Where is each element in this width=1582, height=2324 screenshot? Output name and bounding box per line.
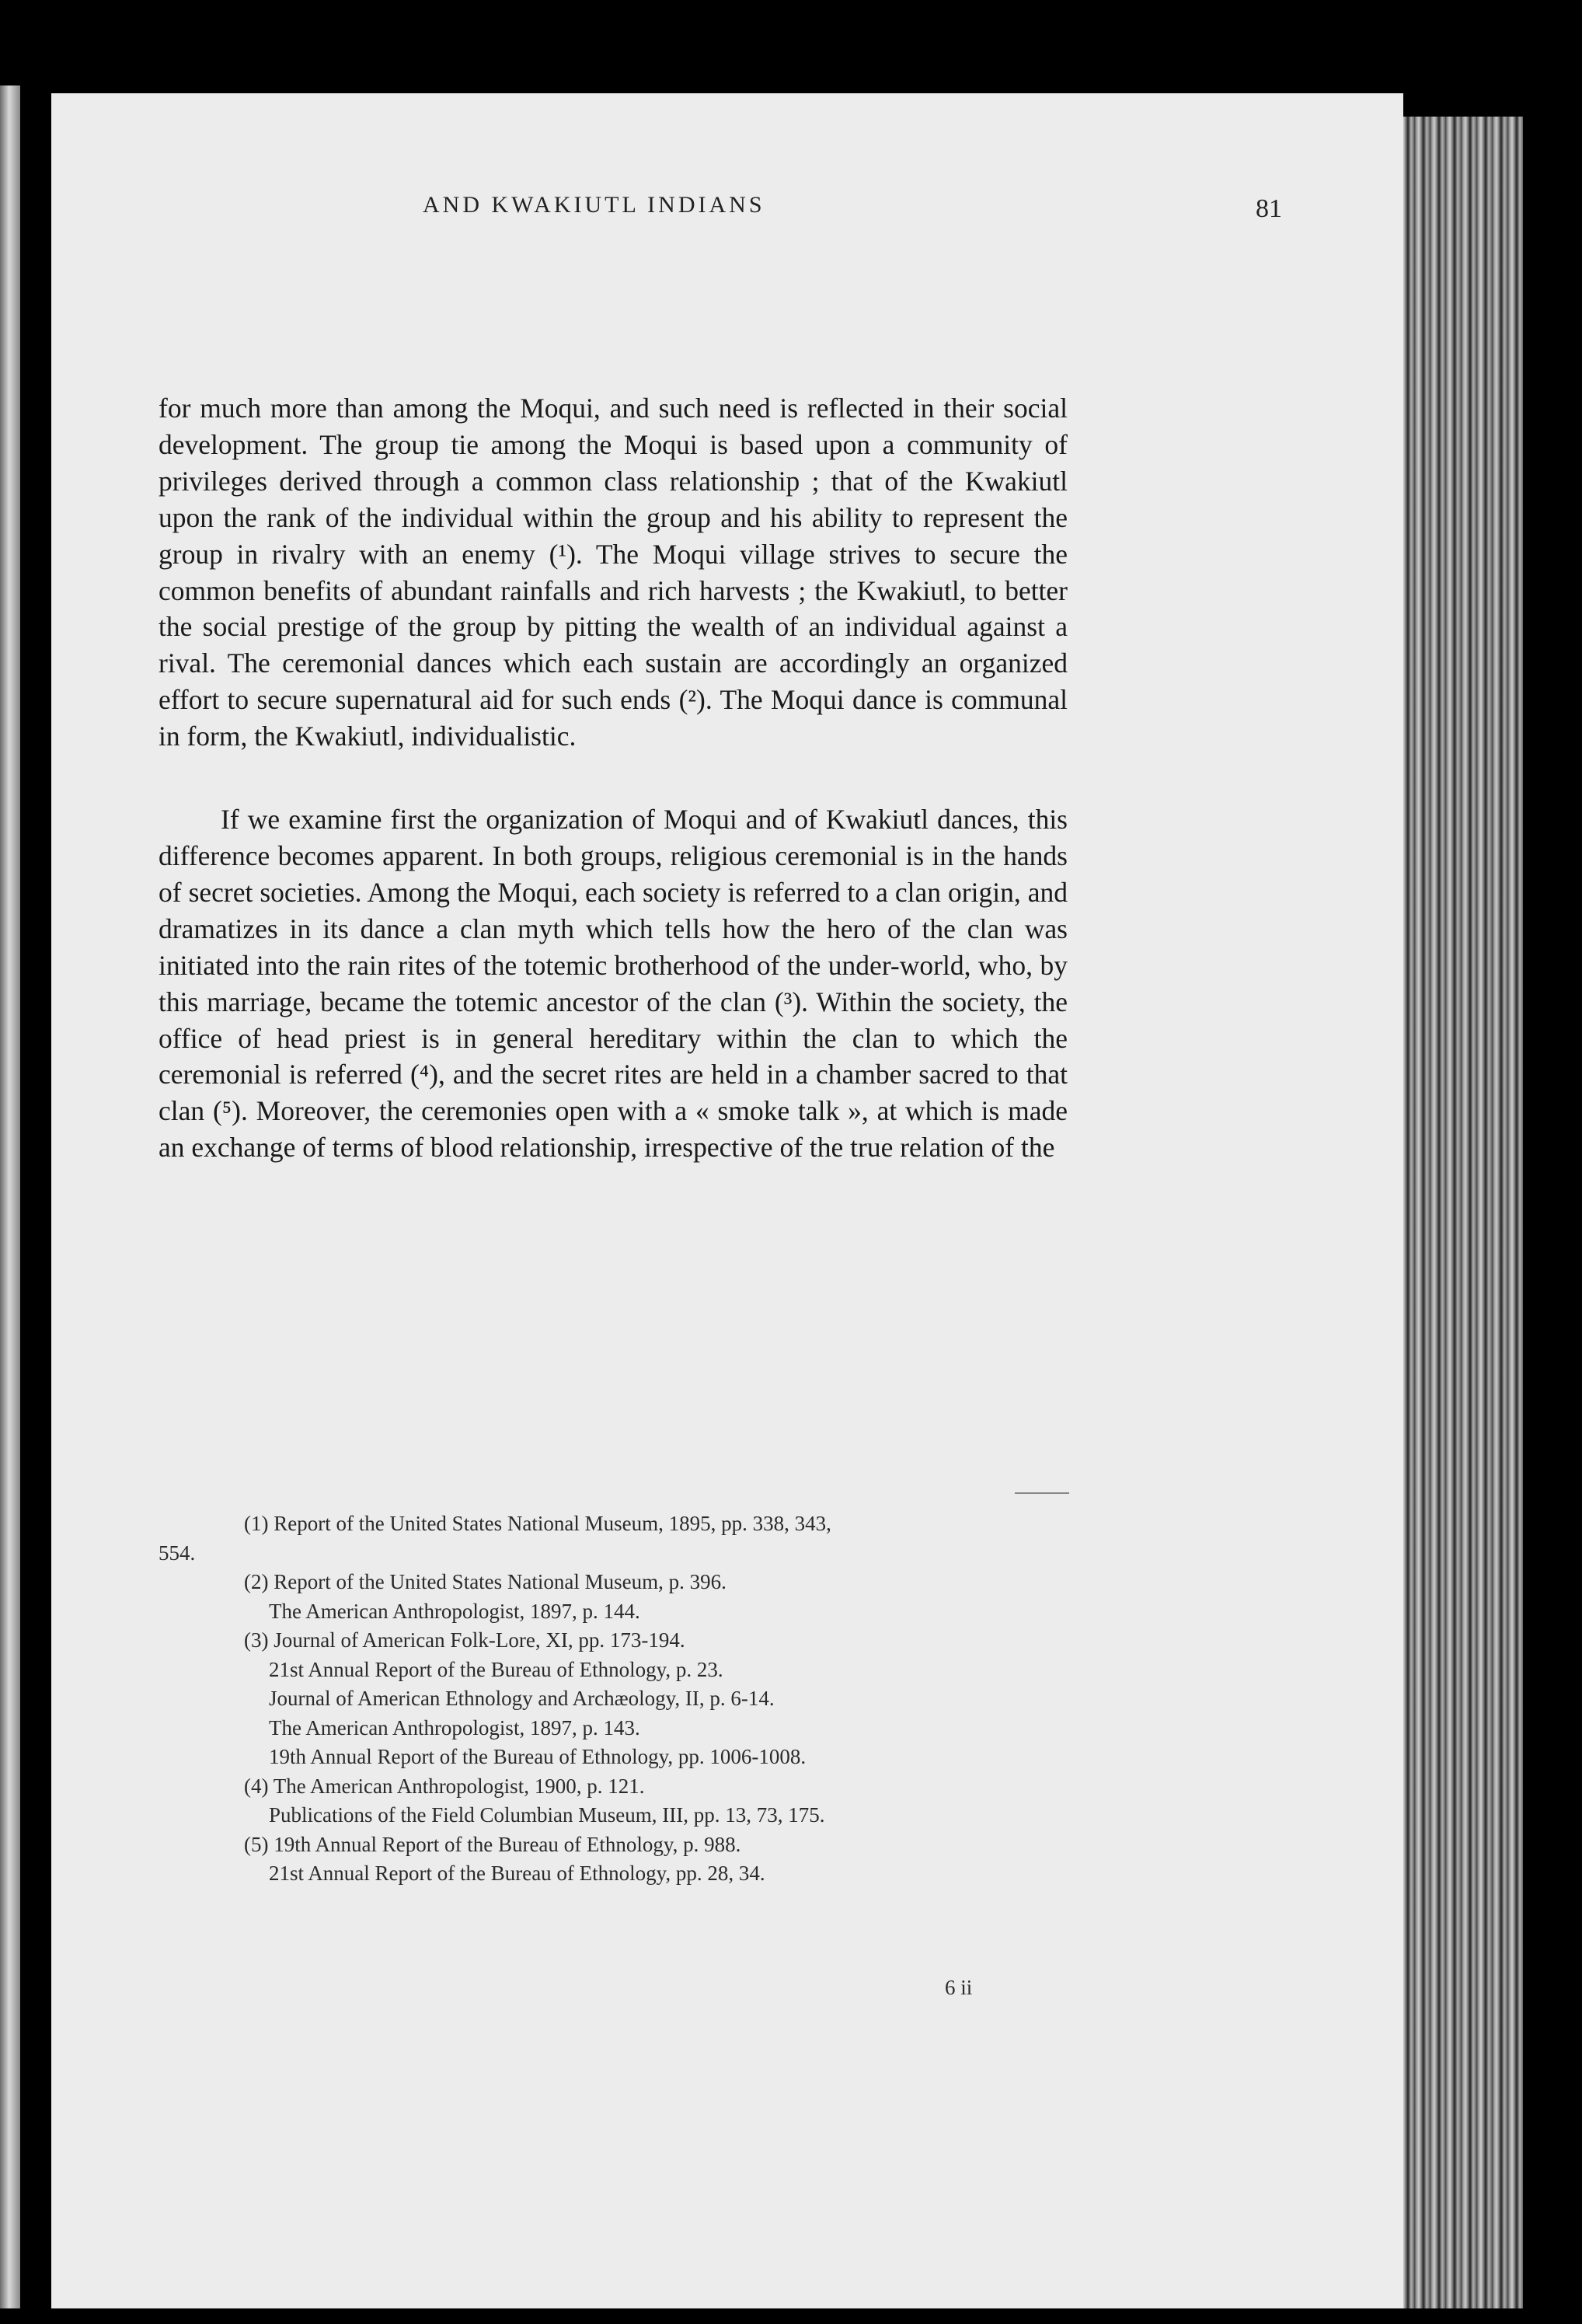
footnote-line <box>159 1509 1075 1539</box>
footnote-text: Report of the United States National Museum, 1895, pp. 338, 343, <box>274 1512 831 1535</box>
footnote-text: The American Anthropologist, 1900, p. 121. <box>273 1774 645 1798</box>
footnote-text: 21st Annual Report of the Bureau of Ethnology, p. 23. <box>269 1657 723 1681</box>
footnote-text: Report of the United States National Museum, p. 396. <box>274 1570 727 1593</box>
paragraph: for much more than among the Moqui, and such need is reflected in their social development. The group tie among the Moqui is based upon a community of privileges derived through a common class relationship ; that of the Kwakiutl upon the rank of the individual within the group and his ability to represent the group in rivalry with an enemy (¹). The Moqui village strives to secure the common benefits of abundant rainfalls and rich harvests ; the Kwakiutl, to better the social prestige of the group by pitting the wealth of an individual against a rival. The ceremonial dances which each sustain are accordingly an organized effort to secure supernatural aid for such ends (²). The Moqui dance is communal in form, the Kwakiutl, individualistic. <box>159 393 1068 752</box>
book-left-edge <box>0 85 20 2308</box>
footnote-text: 554. <box>159 1541 196 1565</box>
footnote-line <box>159 1626 1075 1656</box>
footnote-text: Journal of American Folk-Lore, XI, pp. 173-194. <box>274 1628 685 1652</box>
footnote-text: Publications of the Field Columbian Museum, III, pp. 13, 73, 175. <box>269 1803 825 1827</box>
footnote-marker: (1) <box>244 1512 269 1535</box>
footnote-marker: (4) <box>244 1774 269 1798</box>
footnote-line <box>159 1830 1075 1860</box>
footnote <box>159 1772 1075 1830</box>
footnote <box>159 1626 1075 1772</box>
footnote-marker: (2) <box>244 1570 269 1593</box>
footnote-text: Journal of American Ethnology and Archæology, II, p. 6-14. <box>269 1687 775 1710</box>
footnote-line <box>159 1568 1075 1597</box>
footnote <box>159 1568 1075 1626</box>
book-fore-edge <box>1383 117 1523 2308</box>
footnote <box>159 1830 1075 1889</box>
footnote-text: 19th Annual Report of the Bureau of Ethnology, p. 988. <box>274 1832 741 1856</box>
footnote-text: 19th Annual Report of the Bureau of Ethnology, pp. 1006-1008. <box>269 1745 807 1768</box>
footnote-text: The American Anthropologist, 1897, p. 144. <box>269 1599 640 1623</box>
footnote-line <box>159 1772 1075 1802</box>
footnote <box>159 1509 1075 1568</box>
footnote-text: 21st Annual Report of the Bureau of Ethnology, pp. 28, 34. <box>269 1862 765 1885</box>
footnotes <box>159 1509 1075 1889</box>
footnote-rule <box>1015 1492 1069 1494</box>
footnote-marker: (3) <box>244 1628 269 1652</box>
page-number: 81 <box>1256 194 1282 223</box>
footnote-marker: (5) <box>244 1832 269 1856</box>
footnote-text: The American Anthropologist, 1897, p. 143. <box>269 1715 640 1740</box>
running-title: AND KWAKIUTL INDIANS <box>423 192 765 218</box>
book-page <box>51 93 1403 2308</box>
body-text <box>159 390 1068 1166</box>
paragraph: If we examine first the organization of Moqui and of Kwakiutl dances, this difference becomes apparent. In both groups, religious ceremonial is in the hands of secret societies. Among the Moqui, each society is referred to a clan origin, and dramatizes in its dance a clan myth which tells how the hero of the clan was initiated into the rain rites of the totemic brotherhood of the under-world, who, by this marriage, became the totemic ancestor of the clan (³). Within the society, the office of head priest is in general hereditary within the clan to which the ceremonial is referred (⁴), and the secret rites are held in a chamber sacred to that clan (⁵). Moreover, the ceremonies open with a « smoke talk », at which is made an exchange of terms of blood relationship, irrespective of the true relation of the <box>159 804 1068 1164</box>
signature-mark: 6 ii <box>945 1976 973 1999</box>
